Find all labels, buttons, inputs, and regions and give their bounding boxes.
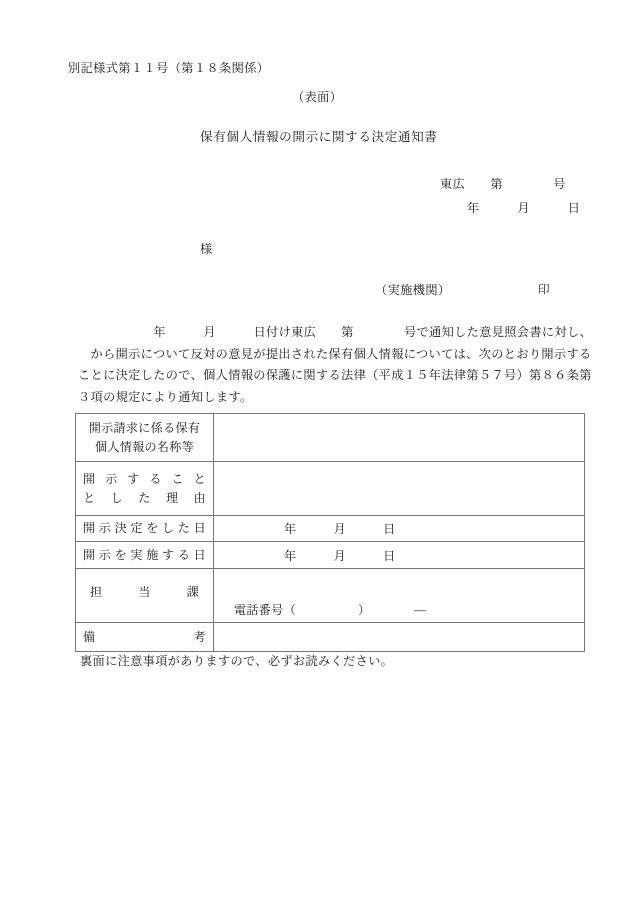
contact-label-wrap <box>83 569 206 622</box>
phone-number-field[interactable]: 電話番号（ ） ― <box>234 603 427 617</box>
row-label-contact-division <box>76 569 214 623</box>
document-title: 保有個人情報の開示に関する決定通知書 <box>200 130 438 144</box>
body-line-1: 年 月 日付け東広 第 号で通知した意見照会書に対し、 <box>78 325 593 339</box>
table-row-remarks <box>76 623 585 652</box>
row-label-reason-line2: とした理由 <box>83 490 206 505</box>
row-label-disclosure-date <box>76 542 214 569</box>
issue-date-line: 年 月 日 <box>467 201 581 215</box>
row-value-remarks[interactable] <box>214 623 585 652</box>
decision-date-fields: 年 月 日 <box>284 522 396 536</box>
row-value-reason[interactable] <box>214 462 585 516</box>
table-row-contact-division <box>76 569 585 623</box>
table-row-disclosure-date <box>76 542 585 569</box>
table-row-reason <box>76 462 585 516</box>
row-value-record-name[interactable] <box>214 414 585 462</box>
contact-cell <box>224 569 584 622</box>
row-label-remarks <box>76 623 214 652</box>
body-line-3: ことに決定したので、個人情報の保護に関する法律（平成１５年法律第５７号）第８６条第 <box>78 368 592 382</box>
row-value-decision-date[interactable] <box>214 516 585 542</box>
row-label-record-name-text: 開示請求に係る保有 個人情報の名称等 <box>88 420 201 454</box>
row-label-record-name <box>76 414 214 462</box>
row-label-disclosure-date-text: 開示を実施する日 <box>83 547 206 562</box>
reference-number-line: 東広 第 号 <box>440 177 566 191</box>
disclosure-date-fields: 年 月 日 <box>284 548 396 563</box>
body-paragraph <box>78 322 593 408</box>
row-label-reason-line1: 開示すること <box>83 471 206 486</box>
seal-icon: 印 <box>538 283 550 296</box>
addressee-honorific: 様 <box>200 242 213 256</box>
decision-details-table <box>75 413 585 652</box>
agency-label: （実施機関） <box>375 283 451 297</box>
footer-note: 裏面に注意事項がありますので、必ずお読みください。 <box>80 654 394 668</box>
table-row-decision-date <box>76 516 585 542</box>
body-line-2: から開示について反対の意見が提出された保有個人情報については、次のとおり開示する <box>78 346 592 361</box>
row-label-reason <box>76 462 214 516</box>
side-label: （表面） <box>292 90 343 104</box>
row-value-disclosure-date[interactable] <box>214 542 585 569</box>
body-line-4: ３項の規定により通知します。 <box>78 389 253 404</box>
row-label-decision-date <box>76 516 214 542</box>
row-label-remarks-text: 備考 <box>83 629 206 644</box>
form-number: 別記様式第１１号（第１８条関係） <box>68 61 270 75</box>
row-label-decision-date-text: 開示決定をした日 <box>83 521 206 535</box>
row-label-contact-division-text: 担当課 <box>90 585 199 599</box>
row-value-contact-division[interactable] <box>214 569 585 623</box>
table-row-record-name <box>76 414 585 462</box>
